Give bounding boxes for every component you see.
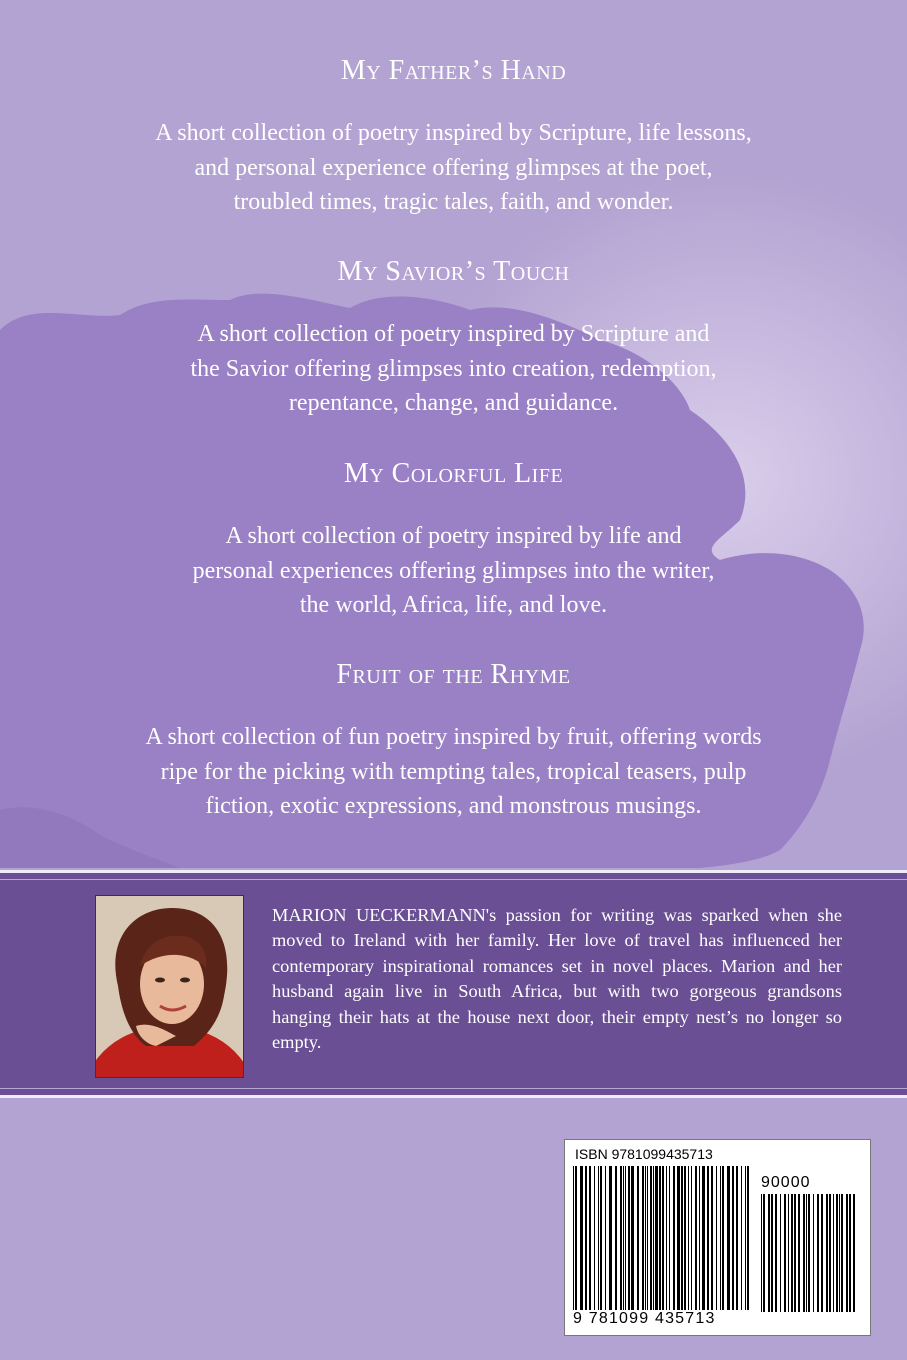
addon-barcode-bars: [761, 1194, 856, 1316]
author-bio: MARION UECKERMANN's passion for writing was sparked when she moved to Ireland with her family. Her love of travel has influenced her contemporary inspirational romances set in novel places. Marion and her husband again live in South Africa, but with two gorgeous grandsons hanging their hats at the house next door, their empty nest’s no longer so empty.: [272, 905, 842, 1053]
book-title: My Father’s Hand: [340, 55, 567, 86]
book-description-line: troubled times, tragic tales, faith, and wonder.: [233, 189, 674, 215]
book-description-line: the Savior offering glimpses into creation, redemption,: [190, 355, 717, 382]
book-description-line: A short collection of poetry inspired by life and: [225, 523, 682, 549]
book-description-line: A short collection of poetry inspired by Scripture and: [197, 321, 710, 347]
barcode-digits: 9 781099 435713: [573, 1310, 716, 1327]
isbn-label: ISBN 9781099435713: [575, 1146, 713, 1162]
author-photo: [95, 895, 244, 1078]
book-description-line: ripe for the picking with tempting tales, tropical teasers, pulp: [160, 758, 747, 785]
book-description-line: and personal experience offering glimpses at the poet,: [194, 154, 713, 181]
book-title: My Savior’s Touch: [337, 256, 570, 287]
author-bio-band: [0, 870, 907, 1098]
book-description-line: A short collection of fun poetry inspired by fruit, offering words: [145, 724, 762, 750]
book-section-2: [0, 255, 907, 421]
book-title: Fruit of the Rhyme: [336, 659, 571, 690]
book-title: My Colorful Life: [343, 458, 564, 489]
price-code: 90000: [761, 1174, 811, 1191]
book-description-line: fiction, exotic expressions, and monstrous musings.: [205, 793, 702, 819]
book-section-3: [0, 457, 907, 623]
book-description-line: repentance, change, and guidance.: [288, 390, 619, 416]
book-description-line: personal experiences offering glimpses into the writer,: [192, 557, 715, 584]
barcode-bars: [573, 1166, 753, 1316]
isbn-barcode: [564, 1139, 871, 1336]
book-description-line: the world, Africa, life, and love.: [299, 592, 608, 618]
book-section-1: [0, 54, 907, 220]
book-section-4: [0, 658, 907, 824]
book-description-line: A short collection of poetry inspired by Scripture, life lessons,: [155, 120, 752, 146]
